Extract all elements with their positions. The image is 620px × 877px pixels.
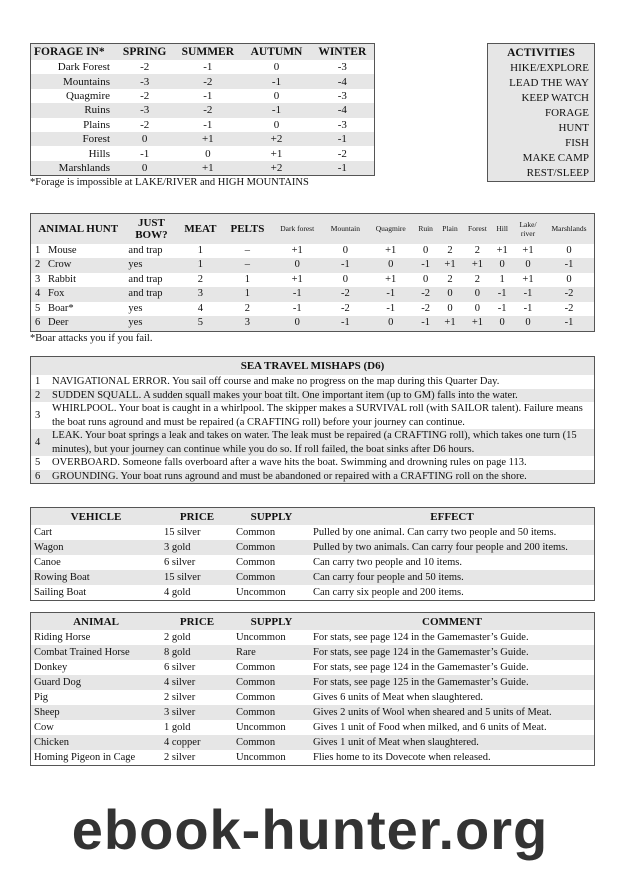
hunt-animal: Deer [48,317,69,329]
sea-mishap-text: LEAK. Your boat springs a leak and takes on water. The leak must be repaired (a CRAFTING roll), which takes one turn (15 minutes), but your journey can continue while you do so. If roll failed, the boat sinks after D6 hours. [52,430,577,455]
hunt-header-terrain: Plain [442,224,458,234]
hunt-table [30,213,595,332]
hunt-header-terrain: Hill [496,224,508,234]
vehicle-row [31,555,595,570]
hunt-terrain-modifier: 0 [499,317,505,329]
hunt-terrain-modifier: 0 [447,288,453,300]
hunt-terrain-modifier: -2 [341,288,350,300]
hunt-header-pelts: PELTS [230,222,265,235]
hunt-die: 6 [35,317,41,329]
hunt-animal: Mouse [48,244,77,256]
forage-modifier: -1 [140,147,150,160]
hunt-terrain-modifier: -2 [341,302,350,314]
forage-header: SPRING [122,46,167,58]
hunt-terrain-modifier: +1 [291,244,303,256]
hunt-terrain-modifier: -1 [341,259,350,271]
animal-price: 8 gold [164,647,191,658]
forage-modifier: +1 [201,161,214,174]
forage-modifier: 0 [273,61,280,74]
forage-modifier: +1 [270,147,283,160]
hunt-terrain-modifier: +1 [496,244,508,256]
vehicle-name: Rowing Boat [34,572,90,583]
sea-mishap-text: OVERBOARD. Someone falls overboard after a wave hits the boat. Swimming and drowning rules on page 113. [52,457,527,468]
forage-terrain: Quagmire [66,89,110,102]
hunt-animal: Rabbit [48,273,76,285]
vehicle-row [31,585,595,601]
sea-mishap-die: 4 [35,436,41,448]
hunt-terrain-modifier: +1 [471,259,483,271]
animals-section [30,612,595,766]
vehicles-header: PRICE [179,510,215,523]
hunt-terrain-modifier: -2 [564,288,574,300]
forage-row [31,161,375,176]
vehicles-header: EFFECT [430,510,474,523]
forage-row [31,146,375,160]
hunt-die: 3 [35,273,41,285]
hunt-terrain-modifier: 0 [342,244,349,256]
forage-modifier: -4 [337,75,347,88]
animal-row [31,645,595,660]
animal-supply: Common [236,707,276,718]
hunt-terrain-modifier: 0 [422,244,429,256]
hunt-terrain-modifier: +1 [385,244,397,256]
animal-row [31,690,595,705]
animal-name: Guard Dog [34,677,81,688]
hunt-terrain-modifier: -1 [341,317,350,329]
forage-modifier: -3 [337,61,347,74]
animal-name: Combat Trained Horse [34,647,130,658]
activity-row [488,106,595,121]
animals-header: COMMENT [422,615,482,628]
forage-row [31,118,375,132]
sea-mishap-row [31,456,595,470]
forage-header: AUTUMN [250,46,303,58]
hunt-header-meat: MEAT [184,222,217,235]
vehicle-row [31,525,595,540]
forage-table [30,43,375,176]
activity-row [488,151,595,166]
hunt-terrain-modifier: -1 [497,288,507,300]
forage-header: SUMMER [181,46,235,58]
hunt-terrain-modifier: -1 [292,288,302,300]
hunt-die: 5 [35,302,41,314]
activity-item: FISH [565,137,589,149]
sea-mishap-row [31,470,595,484]
hunt-terrain-modifier: -1 [497,302,507,314]
hunt-header-terrain: Forest [468,224,487,234]
activity-row [488,121,595,136]
hunt-terrain-modifier: 0 [499,259,505,271]
hunt-terrain-modifier: +1 [444,317,456,329]
hunt-header-animal: ANIMAL HUNT [38,222,119,235]
forage-terrain: Forest [82,133,110,146]
forage-terrain: Mountains [62,75,110,88]
vehicle-name: Canoe [34,557,61,568]
animal-supply: Common [236,677,276,688]
hunt-terrain-modifier: -2 [564,302,574,314]
forage-modifier: -2 [203,104,213,117]
hunt-terrain-modifier: 0 [388,317,394,329]
forage-modifier: -1 [271,104,282,117]
hunt-bow: and trap [128,288,163,300]
forage-terrain: Ruins [84,104,110,117]
hunt-bow: and trap [128,244,163,256]
vehicles-table [30,507,595,601]
vehicle-name: Wagon [34,542,64,553]
vehicles-header: VEHICLE [70,510,122,523]
sea-mishap-row [31,429,595,456]
hunt-note: *Boar attacks you if you fail. [30,332,153,344]
activity-row [488,91,595,106]
animal-price: 1 gold [164,722,191,733]
sea-mishap-text: NAVIGATIONAL ERROR. You sail off course and make no progress on the map during this Quarter Day. [52,376,500,387]
hunt-row [31,258,595,273]
hunt-terrain-modifier: +1 [291,273,303,285]
hunt-terrain-modifier: 0 [525,259,531,271]
hunt-terrain-modifier: -1 [421,317,430,329]
animal-comment: For stats, see page 124 in the Gamemaster’s Guide. [313,632,529,643]
sea-mishap-text: GROUNDING. Your boat runs aground and must be abandoned or repaired with a CRAFTING roll on the shore. [52,470,527,482]
vehicle-price: 15 silver [164,572,201,583]
forage-modifier: -1 [203,61,213,74]
animal-supply: Common [236,692,276,703]
animal-name: Chicken [34,737,69,748]
hunt-terrain-modifier: -2 [421,288,430,300]
forage-modifier: -1 [337,161,347,174]
vehicle-supply: Uncommon [236,587,286,598]
hunt-pelts: 1 [244,288,251,300]
sea-mishap-row [31,402,595,429]
hunt-meat: 5 [197,317,204,329]
animal-name: Cow [34,722,54,733]
hunt-terrain-modifier: 0 [447,302,453,314]
hunt-pelts: 3 [244,317,251,329]
hunt-terrain-modifier: 2 [447,273,453,285]
vehicles-header: SUPPLY [250,510,293,523]
hunt-terrain-modifier: -1 [386,302,396,314]
animal-row [31,750,595,766]
vehicle-comment: Can carry six people and 200 items. [313,587,464,598]
activities-header: ACTIVITIES [507,46,575,59]
forage-modifier: +2 [270,161,283,174]
hunt-terrain-modifier: -1 [386,288,396,300]
animal-price: 4 copper [164,737,201,748]
vehicle-price: 6 silver [164,557,196,568]
vehicle-price: 3 gold [164,542,191,553]
hunt-terrain-modifier: -2 [421,302,430,314]
forage-row [31,60,375,74]
hunt-terrain-modifier: +1 [471,317,483,329]
animal-price: 3 silver [164,707,196,718]
sea-mishap-die: 6 [35,470,41,482]
forage-terrain: Marshlands [58,161,110,174]
hunt-bow: yes [128,259,143,271]
activity-item: REST/SLEEP [526,167,589,179]
animal-supply: Uncommon [236,752,286,763]
hunt-terrain-modifier: -1 [421,259,430,271]
animal-name: Donkey [34,662,68,673]
animal-row [31,660,595,675]
forage-modifier: -2 [140,61,150,74]
forage-modifier: +1 [201,133,214,146]
animal-comment: For stats, see page 125 in the Gamemaster’s Guide. [313,677,529,688]
activity-item: KEEP WATCH [521,92,589,104]
hunt-terrain-modifier: 0 [474,288,481,300]
forage-modifier: 0 [273,118,280,131]
animal-supply: Rare [236,647,256,658]
forage-modifier: -1 [337,133,347,146]
hunt-meat: 3 [197,288,204,300]
animal-row [31,720,595,735]
hunt-row [31,316,595,331]
hunt-terrain-modifier: -1 [564,317,574,329]
hunt-bow: and trap [128,273,163,285]
forage-modifier: -2 [203,75,213,88]
hunt-row [31,287,595,302]
animal-comment: Gives 6 units of Meat when slaughtered. [313,692,484,703]
vehicle-name: Sailing Boat [34,587,87,598]
hunt-meat: 2 [197,273,204,285]
hunt-terrain-modifier: 0 [566,244,572,256]
animal-row [31,630,595,645]
animal-comment: Gives 2 units of Wool when sheared and 5 units of Meat. [313,707,552,718]
vehicle-price: 4 gold [164,587,191,598]
hunt-terrain-modifier: -1 [564,259,574,271]
animal-row [31,735,595,750]
animal-price: 2 gold [164,632,191,643]
activities-table [487,43,595,182]
hunt-pelts: 2 [244,302,251,314]
hunt-header-terrain: Quagmire [375,224,406,234]
sea-mishaps-table [30,356,595,484]
sea-mishap-die: 5 [35,457,41,468]
sea-mishap-row [31,375,595,389]
hunt-terrain-modifier: 1 [499,273,505,285]
hunt-row [31,273,595,288]
hunt-animal: Boar* [48,302,74,314]
hunt-pelts: – [244,244,251,256]
forage-header-row [31,44,375,61]
vehicle-price: 15 silver [164,527,201,538]
hunt-terrain-modifier: +1 [444,259,456,271]
forage-modifier: 0 [141,133,148,146]
activity-row [488,61,595,76]
animal-supply: Common [236,737,276,748]
animal-row [31,705,595,720]
forage-row [31,74,375,88]
hunt-terrain-modifier: 0 [388,259,394,271]
hunt-animal: Crow [48,259,72,271]
animal-row [31,675,595,690]
hunt-terrain-modifier: 2 [447,244,453,256]
hunt-meat: 1 [197,244,204,256]
forage-modifier: -2 [140,118,150,131]
watermark: ebook-hunter.org [71,798,549,861]
forage-modifier: 0 [141,161,148,174]
vehicle-comment: Pulled by one animal. Can carry two people and 50 items. [313,527,557,538]
forage-modifier: -1 [203,118,213,131]
forage-header: FORAGE IN* [34,46,105,58]
activities-section [487,43,595,182]
activity-row [488,136,595,151]
animal-comment: Gives 1 unit of Food when milked, and 6 units of Meat. [313,722,547,733]
activity-row [488,166,595,182]
sea-mishap-die: 1 [35,376,41,387]
animal-name: Riding Horse [34,632,91,643]
animal-name: Homing Pigeon in Cage [34,752,136,763]
sea-mishaps-header: SEA TRAVEL MISHAPS (D6) [240,360,385,372]
hunt-terrain-modifier: +1 [385,273,397,285]
vehicle-supply: Common [236,542,276,553]
forage-row [31,132,375,146]
hunt-header-terrain: Mountain [330,224,360,234]
hunt-meat: 1 [197,259,204,271]
animals-table [30,612,595,766]
hunt-header-terrain: Lake/ river [519,219,537,238]
animal-price: 2 silver [164,692,196,703]
hunt-terrain-modifier: +1 [522,273,534,285]
forage-modifier: -3 [337,118,347,131]
vehicle-row [31,570,595,585]
hunt-header-bow: JUST BOW? [135,216,168,241]
sea-mishap-die: 3 [35,409,41,421]
hunt-die: 2 [35,259,41,271]
vehicle-name: Cart [34,527,53,538]
forage-modifier: -3 [140,104,150,117]
forage-row [31,103,375,117]
hunt-row [31,244,595,259]
sea-mishap-text: WHIRLPOOL. Your boat is caught in a whirlpool. The skipper makes a SURVIVAL roll (with SAILOR talent). Failure means the boat runs aground and must be repaired (a CRAFTING roll) before your journey can continue. [52,403,583,428]
sea-mishap-row [31,389,595,403]
activity-item: LEAD THE WAY [509,77,589,89]
forage-header: WINTER [318,46,367,58]
hunt-terrain-modifier: 0 [525,317,531,329]
forage-modifier: -1 [271,75,282,88]
hunt-header-row [31,214,595,244]
hunt-terrain-modifier: -1 [523,302,533,314]
hunt-terrain-modifier: 0 [474,302,481,314]
animal-price: 6 silver [164,662,196,673]
hunt-section [30,213,595,344]
forage-modifier: -1 [203,89,213,102]
vehicle-supply: Common [236,557,276,568]
hunt-pelts: 1 [244,273,251,285]
animal-supply: Uncommon [236,632,286,643]
vehicle-comment: Can carry two people and 10 items. [313,557,462,568]
activity-item: FORAGE [544,107,589,119]
hunt-header-terrain: Marshlands [551,224,587,234]
hunt-header-terrain: Ruin [418,224,433,234]
forage-modifier: -3 [140,75,150,88]
animals-header: SUPPLY [250,615,293,628]
forage-modifier: -3 [337,89,347,102]
animal-comment: For stats, see page 124 in the Gamemaster’s Guide. [313,647,529,658]
animal-price: 2 silver [164,752,196,763]
animal-name: Sheep [34,707,60,718]
forage-modifier: 0 [205,147,211,160]
animal-supply: Uncommon [236,722,286,733]
animal-supply: Common [236,662,276,673]
hunt-terrain-modifier: -1 [292,302,302,314]
hunt-meat: 4 [197,302,204,314]
hunt-die: 4 [35,288,41,300]
animal-comment: Gives 1 unit of Meat when slaughtered. [313,737,479,748]
sea-mishap-text: SUDDEN SQUALL. A sudden squall makes your boat tilt. One important item (up to GM) falls into the water. [52,389,518,401]
hunt-terrain-modifier: 0 [294,317,300,329]
animal-price: 4 silver [164,677,196,688]
forage-terrain: Dark Forest [57,61,110,74]
sea-mishap-die: 2 [35,389,41,401]
animals-header-row [31,613,595,631]
forage-note: *Forage is impossible at LAKE/RIVER and HIGH MOUNTAINS [30,177,309,189]
animals-header: ANIMAL [73,615,119,628]
activity-item: HIKE/EXPLORE [510,62,589,74]
activity-item: HUNT [558,122,589,134]
forage-modifier: 0 [273,89,280,102]
hunt-row [31,302,595,317]
hunt-terrain-modifier: 2 [474,273,481,285]
forage-modifier: -4 [337,104,347,117]
sea-mishaps-section [30,356,595,484]
hunt-bow: yes [128,302,143,314]
animal-comment: For stats, see page 124 in the Gamemaster’s Guide. [313,662,529,673]
hunt-terrain-modifier: 0 [294,259,300,271]
hunt-animal: Fox [48,288,65,300]
hunt-bow: yes [128,317,143,329]
vehicle-comment: Pulled by two animals. Can carry four people and 200 items. [313,542,568,553]
animals-header: PRICE [179,615,215,628]
forage-modifier: +2 [270,133,283,146]
vehicle-row [31,540,595,555]
forage-terrain: Hills [88,147,110,160]
hunt-terrain-modifier: 0 [342,273,349,285]
forage-terrain: Plains [83,118,110,131]
hunt-header-terrain: Dark forest [280,224,315,234]
activity-item: MAKE CAMP [522,152,589,164]
hunt-terrain-modifier: -1 [523,288,533,300]
animal-comment: Flies home to its Dovecote when released. [313,752,491,763]
hunt-terrain-modifier: 0 [422,273,429,285]
forage-row [31,89,375,103]
hunt-die: 1 [35,244,41,256]
vehicles-header-row [31,508,595,526]
hunt-terrain-modifier: 2 [474,244,481,256]
vehicle-supply: Common [236,527,276,538]
forage-section [30,43,375,188]
animal-name: Pig [34,692,49,703]
vehicles-section [30,507,595,601]
forage-modifier: -2 [140,89,150,102]
forage-modifier: -2 [337,147,347,160]
vehicle-supply: Common [236,572,276,583]
hunt-terrain-modifier: +1 [522,244,534,256]
vehicle-comment: Can carry four people and 50 items. [313,572,464,583]
hunt-terrain-modifier: 0 [566,273,572,285]
activity-row [488,76,595,91]
hunt-pelts: – [244,259,251,271]
